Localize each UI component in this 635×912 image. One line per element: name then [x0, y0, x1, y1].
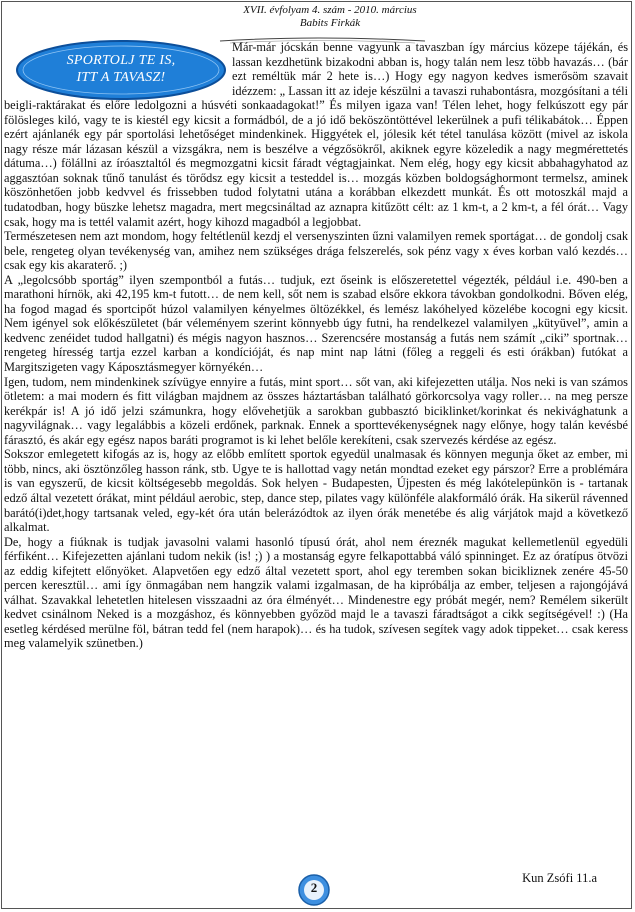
paragraph-4: Igen, tudom, nem mindenkinek szívügye ennyire a futás, mint sport… sőt van, aki kifejezetten utálja. Nos neki is van számos ötletem: a mai modern és fitt világban majdnem az összes háztartásban található görkorcsolya vagy roller… na meg persze kerékpár is! A jó idő jelzi számunkra, hogy elővehetjük a sarokban gubbasztó biciklinket/korinkat és nekivághatunk a nagyvilágnak… vagy legalábbis a közeli erdőnek, parknak. Ennek a sporttevékenységnek nagy előnye, hogy talán kevésbé fárasztó, és akár egy egész napos baráti programot is ki lehet belőle kerekíteni, csak szervezés kérdése az egész. — [4, 374, 628, 447]
author-signature: Kun Zsófi 11.a — [522, 871, 597, 885]
title-line-2: ITT A TAVASZ! — [76, 70, 166, 85]
article-body — [4, 40, 628, 651]
paragraph-1: Már-már jócskán benne vagyunk a tavaszban így március közepe tájékán, és lassan kezdhetünk bizakodni abban is, hogy talán nem lesz több havazás… (bár ezt reméltük már 2 hete is…) Hogy egy nagyon kedves ismerősöm szavait idézzem: „ Lassan itt az ideje készülni a tavaszi ruhabontásra, mozgósítani a téli beigli-raktárakat és előre ledolgozni a húsvéti sonkaadagokat!” És milyen igaza van! Télen lehet, hogy felkúszott egy pár fölösleges kiló, vagy te is kiestél egy kicsit a formádból, de a jó idő beköszöntöttével lekerülnek a pufi télikabátok… Éppen ezért ajánlanék egy pár sportolási lehetőséget mindenkinek. Higgyétek el, jólesik két tétel tanulása között (mivel az iskola nagy része már lázasan készül a vizsgákra, nem is beszélve a végzősökről, akiknek egyre közeledik a nagy megmérettetés dátuma…) föláll​ni az íróasztaltól és megmozgatni kicsit fáradt végtagjainkat. Nem elég, hogy egy kicsit abbahagyhatod az aggasztóan soknak tűnő tanulást és törődsz egy kicsit a testeddel is… mozgás közben boldogsághormont termelsz, aminek köszönhetően jobb kedvvel és frissebben tudod folytatni utána a korábban elkezdett munkát. És ott motoszkál majd a tudatodban, hogy büszke lehetsz magadra, mert megcsináltad az aznapra kitűzött célt: az 1 km-t, a 2 km-t, a fél órát… Vagy csak, hogy ma is tettél valamit azért, hogy kihozd magadból a legjobbat. — [4, 40, 628, 229]
issue-header — [200, 4, 460, 30]
paragraph-5: Sokszor emlegetett kifogás az is, hogy az előbb említett sportok egyedül unalmasak és könnyen megunja őket az ember, mi több, nincs, aki ösztönzőleg hasson ránk, stb. Ugye te is hallottad vagy netán mondtad ezeket egy párszor? Erre a problémára is van egyszerű, de kicsit költségesebb megoldás. Sok helyen - Budapesten, Újpesten és még lakótelepünkön is - tartanak edző által vezetett órákat, mint például aerobic, step, dance step, pilates vagy különféle alakformáló órák. Ha sikerül rávenned barátó(i)det,hogy tartsanak veled, egy-két óra után belerázódtok az ilyen órák menetébe és alig várjátok majd a következő alkalmat. — [4, 447, 628, 535]
page-number: 2 — [310, 880, 318, 895]
issue-info: XVII. évfolyam 4. szám - 2010. március — [243, 4, 417, 16]
paragraph-2: Természetesen nem azt mondom, hogy feltétlenül kezdj el versenyszinten űzni valamilyen remek sportágat… de gondolj csak bele, rengeteg olyan tevékenység van, amihez nem szükséges drága felszerelés, sok pénz vagy x éves korban való kezdés… csak egy kis akaraterő. ;) — [4, 229, 628, 273]
publication-name: Babits Firkák — [299, 17, 361, 29]
title-line-1: SPORTOLJ TE IS, — [66, 53, 176, 68]
paragraph-3: A „legolcsóbb sportág” ilyen szempontból a futás… tudjuk, ezt őseink is előszeretettel végezték, például i.e. 490-ben a marathoni hírnök, aki 42,195 km-t futott… de nem kell, sőt nem is szabad elsőre ekkora távokban gondolkodni. Bőven elég, ha fogod magad és sportcipőt húzol valamilyen kényelmes öltözékkel, és lemész lakóhelyed közelébe kocogni egy kicsit. Nem igényel sok előkészületet (bár véleményem szerint könnyebb úgy futni, ha rendelkezel valamilyen „kütyüvel”, amin a kedvenc zenéidet tudod hallgatni) és mégis nagyon hasznos… Szerencsére mostanság a futás nem számít „ciki” sportnak… rengeteg híresség tartja ezzel karban a kondícióját, és nap mint nap látni (főleg a reggeli és esti órákban) futókat a Margitszigeten vagy Káposztásmegyer környékén… — [4, 272, 628, 375]
paragraph-6: De, hogy a fiúknak is tudjak javasolni valami hasonló típusú órát, ahol nem éreznék magukat kellemetlenül egyedüli férfiként… Kifejezetten ajánlani tudom nekik (is! ;) ) a mostanság egyre felkapottabbá váló spinninget. Ez az óratípus ötvözi az eddig kifejtett előnyöket. Alapvetően egy edző által vezetett sport, ahol egy teremben sokan bicikliznek zenére 45-50 percen keresztül… ami így önmagában nem hangzik valami izgalmasan, de ha kipróbálja az ember, teljesen a rajongójává válhat. Szavakkal lehetetlen hitelesen visszaadni az óra élményét… Mindenestre egy próbát megér, nem? Remélem sikerült kedvet csinálnom Neked is a mozgáshoz, és könnyebben győzöd majd le a tavaszi fáradtságot a cikk segítségével! :) (Ha esetleg kérdésed merülne föl, bátran tedd fel (nem harapok)… és ha tudok, szívesen segítek vagy adok tippeket… csak keress meg valamelyik szünetben.) — [4, 534, 628, 651]
badge-spacer — [4, 40, 232, 98]
